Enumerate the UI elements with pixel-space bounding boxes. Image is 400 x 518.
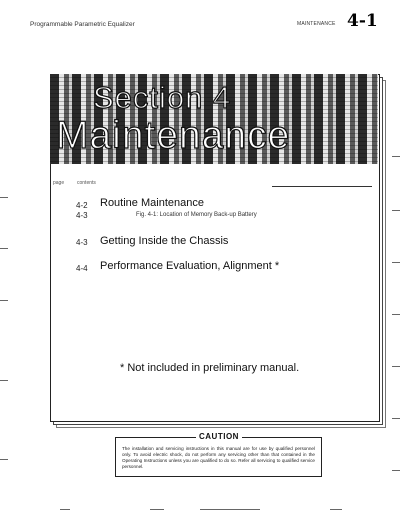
toc-entry: Performance Evaluation, Alignment * — [100, 260, 280, 272]
entry-page-number: 4-2 — [76, 201, 88, 210]
entry-page-number: 4-3 — [76, 238, 88, 247]
contents-panel — [50, 164, 378, 420]
caution-box — [115, 432, 322, 477]
margin-mark — [392, 418, 400, 419]
margin-mark — [0, 459, 8, 460]
header-left-title: Programmable Parametric Equalizer — [30, 21, 135, 28]
margin-mark — [392, 210, 400, 211]
caution-text: The installation and servicing instructions in this manual are for use by qualified personnel only. To avoid electric shock, do not perform any servicing other than that contained in the Operating Instructions unless you are qualified to do so. Refer all servicing to qualified service personnel. — [122, 446, 315, 469]
toc-entry: Getting Inside the Chassis — [100, 235, 229, 247]
banner-section-name: Maintenance — [56, 114, 291, 157]
banner-section-label: Section 4 — [93, 80, 232, 115]
margin-mark — [392, 470, 400, 471]
header-section-title: MAINTENANCE — [297, 21, 336, 27]
toc-figure-entry: Fig. 4-1: Location of Memory Back-up Battery — [136, 212, 257, 218]
entry-page-number: 4-4 — [76, 264, 88, 273]
margin-mark — [392, 156, 400, 157]
margin-mark — [0, 197, 8, 198]
bottom-mark — [60, 509, 70, 510]
margin-mark — [0, 248, 8, 249]
margin-mark — [392, 366, 400, 367]
entry-page-number: 4-3 — [76, 211, 88, 220]
margin-mark — [392, 314, 400, 315]
section-banner — [50, 74, 378, 164]
column-header-contents: contents — [77, 180, 96, 186]
margin-mark — [0, 300, 8, 301]
page-number: 4-1 — [347, 11, 378, 31]
margin-mark — [0, 380, 8, 381]
toc-entry: Routine Maintenance — [100, 197, 204, 209]
bottom-mark — [200, 509, 260, 510]
bottom-mark — [330, 509, 342, 510]
column-header-page: page — [53, 180, 65, 186]
column-header-rule — [272, 186, 372, 187]
caution-title: CAUTION — [196, 432, 242, 441]
footnote: * Not included in preliminary manual. — [120, 362, 300, 374]
margin-mark — [392, 262, 400, 263]
bottom-mark — [150, 509, 164, 510]
